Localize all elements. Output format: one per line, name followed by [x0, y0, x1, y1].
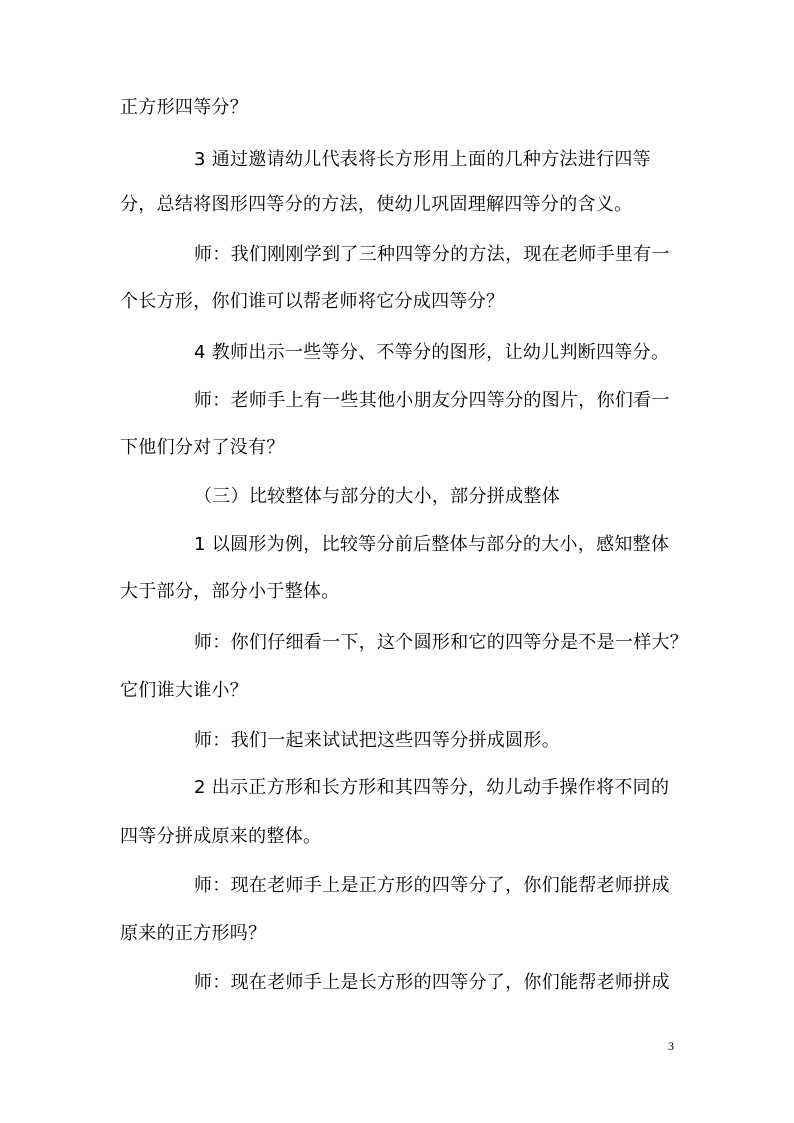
text-line: 它们谁大谁小？: [120, 680, 249, 701]
text-line: 分，总结将图形四等分的方法，使幼儿巩固理解四等分的含义。: [120, 194, 633, 215]
text-line: 师：现在老师手上是正方形的四等分了，你们能帮老师拼成: [194, 875, 670, 896]
text-line: 师：现在老师手上是长方形的四等分了，你们能帮老师拼成: [194, 972, 670, 993]
text-line: 大于部分，部分小于整体。: [120, 581, 340, 602]
page-number: 3: [668, 1039, 674, 1053]
text-line: 原来的正方形吗？: [120, 923, 267, 944]
section-heading: （三）比较整体与部分的大小，部分拼成整体: [194, 486, 560, 507]
text-line: 下他们分对了没有？: [120, 437, 285, 458]
text-line: 师：我们一起来试试把这些四等分拼成圆形。: [194, 730, 560, 751]
text-line: 正方形四等分？: [120, 97, 249, 118]
text-line: 4 教师出示一些等分、不等分的图形，让幼儿判断四等分。: [194, 342, 670, 363]
text-line: 1 以圆形为例，比较等分前后整体与部分的大小，感知整体: [194, 534, 670, 555]
text-line: 师：我们刚刚学到了三种四等分的方法，现在老师手里有一: [194, 244, 670, 265]
text-line: 2 出示正方形和长方形和其四等分，幼儿动手操作将不同的: [194, 777, 670, 798]
text-line: 师：你们仔细看一下，这个圆形和它的四等分是不是一样大？: [194, 632, 689, 653]
text-line: 四等分拼成原来的整体。: [120, 826, 322, 847]
text-line: 个长方形，你们谁可以帮老师将它分成四等分？: [120, 291, 505, 312]
text-line: 师：老师手上有一些其他小朋友分四等分的图片，你们看一: [194, 390, 670, 411]
text-line: 3 通过邀请幼儿代表将长方形用上面的几种方法进行四等: [194, 149, 651, 170]
